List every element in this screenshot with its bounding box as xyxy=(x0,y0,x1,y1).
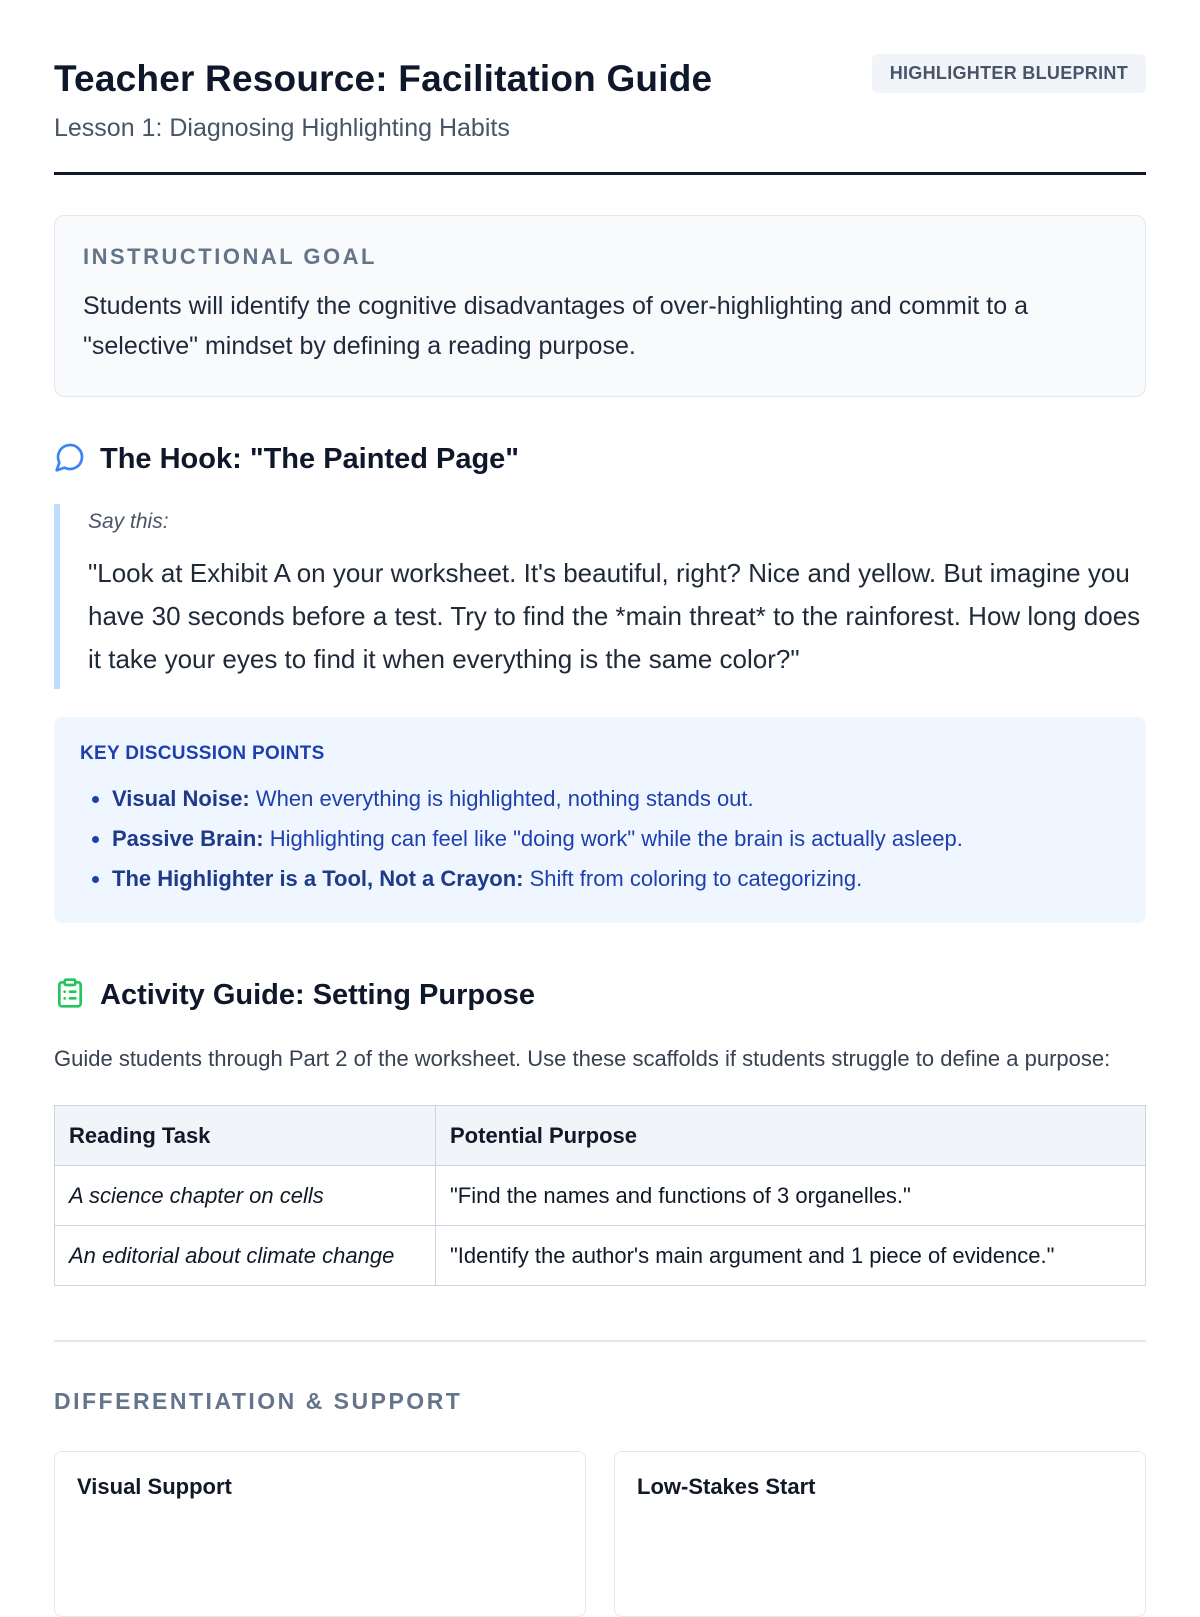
blueprint-badge: HIGHLIGHTER BLUEPRINT xyxy=(872,54,1146,93)
differentiation-label: DIFFERENTIATION & SUPPORT xyxy=(54,1388,463,1414)
point-term: Passive Brain: xyxy=(112,826,264,851)
point-text: Highlighting can feel like "doing work" while the brain is actually asleep. xyxy=(263,826,963,851)
hook-script: "Look at Exhibit A on your worksheet. It's beautiful, right? Nice and yellow. But imagine you have 30 seconds before a test. Try to find the *main threat* to the rainforest. How long does it take your eyes to find it when everything is the same color?" xyxy=(88,558,1141,674)
activity-section-header xyxy=(54,977,1146,1014)
card-title: Visual Support xyxy=(77,1474,232,1499)
column-header: Reading Task xyxy=(55,1106,436,1166)
point-term: The Highlighter is a Tool, Not a Crayon: xyxy=(112,866,524,891)
hook-quote xyxy=(54,504,1146,689)
list-item xyxy=(112,859,1120,899)
hook-title: The Hook: "The Painted Page" xyxy=(100,443,520,475)
page-header xyxy=(54,52,1146,143)
discussion-list xyxy=(80,779,1120,899)
instructional-goal-box xyxy=(54,215,1146,397)
page-title: Teacher Resource: Facilitation Guide xyxy=(54,58,713,99)
point-text: When everything is highlighted, nothing stands out. xyxy=(249,786,754,811)
goal-text: Students will identify the cognitive disadvantages of over-highlighting and commit to a "selective" mindset by defining a reading purpose. xyxy=(83,292,1028,360)
reading-task-cell: A science chapter on cells xyxy=(55,1166,436,1226)
purpose-table xyxy=(54,1105,1146,1286)
point-term: Visual Noise: xyxy=(112,786,250,811)
purpose-cell: "Identify the author's main argument and 1 piece of evidence." xyxy=(436,1226,1146,1286)
purpose-cell: "Find the names and functions of 3 organelles." xyxy=(436,1166,1146,1226)
reading-task-cell: An editorial about climate change xyxy=(55,1226,436,1286)
clipboard-icon xyxy=(54,977,86,1014)
point-text: Shift from coloring to categorizing. xyxy=(523,866,863,891)
title-block xyxy=(54,52,712,143)
page-subtitle: Lesson 1: Diagnosing Highlighting Habits xyxy=(54,114,510,142)
table-row xyxy=(55,1226,1146,1286)
low-stakes-start-card xyxy=(614,1451,1146,1617)
activity-intro: Guide students through Part 2 of the worksheet. Use these scaffolds if students struggle to define a purpose: xyxy=(54,1046,1111,1071)
column-header: Potential Purpose xyxy=(436,1106,1146,1166)
support-cards xyxy=(54,1451,1146,1617)
header-divider xyxy=(54,172,1146,175)
say-this-label: Say this: xyxy=(88,510,169,533)
hook-section-header xyxy=(54,441,1146,478)
activity-title: Activity Guide: Setting Purpose xyxy=(100,979,536,1011)
discussion-label: KEY DISCUSSION POINTS xyxy=(80,743,325,764)
card-title: Low-Stakes Start xyxy=(637,1474,816,1499)
list-item xyxy=(112,779,1120,819)
list-item xyxy=(112,819,1120,859)
goal-label: INSTRUCTIONAL GOAL xyxy=(83,244,377,269)
key-discussion-points xyxy=(54,717,1146,923)
section-divider xyxy=(54,1340,1146,1342)
table-row xyxy=(55,1166,1146,1226)
speech-bubble-icon xyxy=(54,441,86,478)
visual-support-card xyxy=(54,1451,586,1617)
table-header-row xyxy=(55,1106,1146,1166)
